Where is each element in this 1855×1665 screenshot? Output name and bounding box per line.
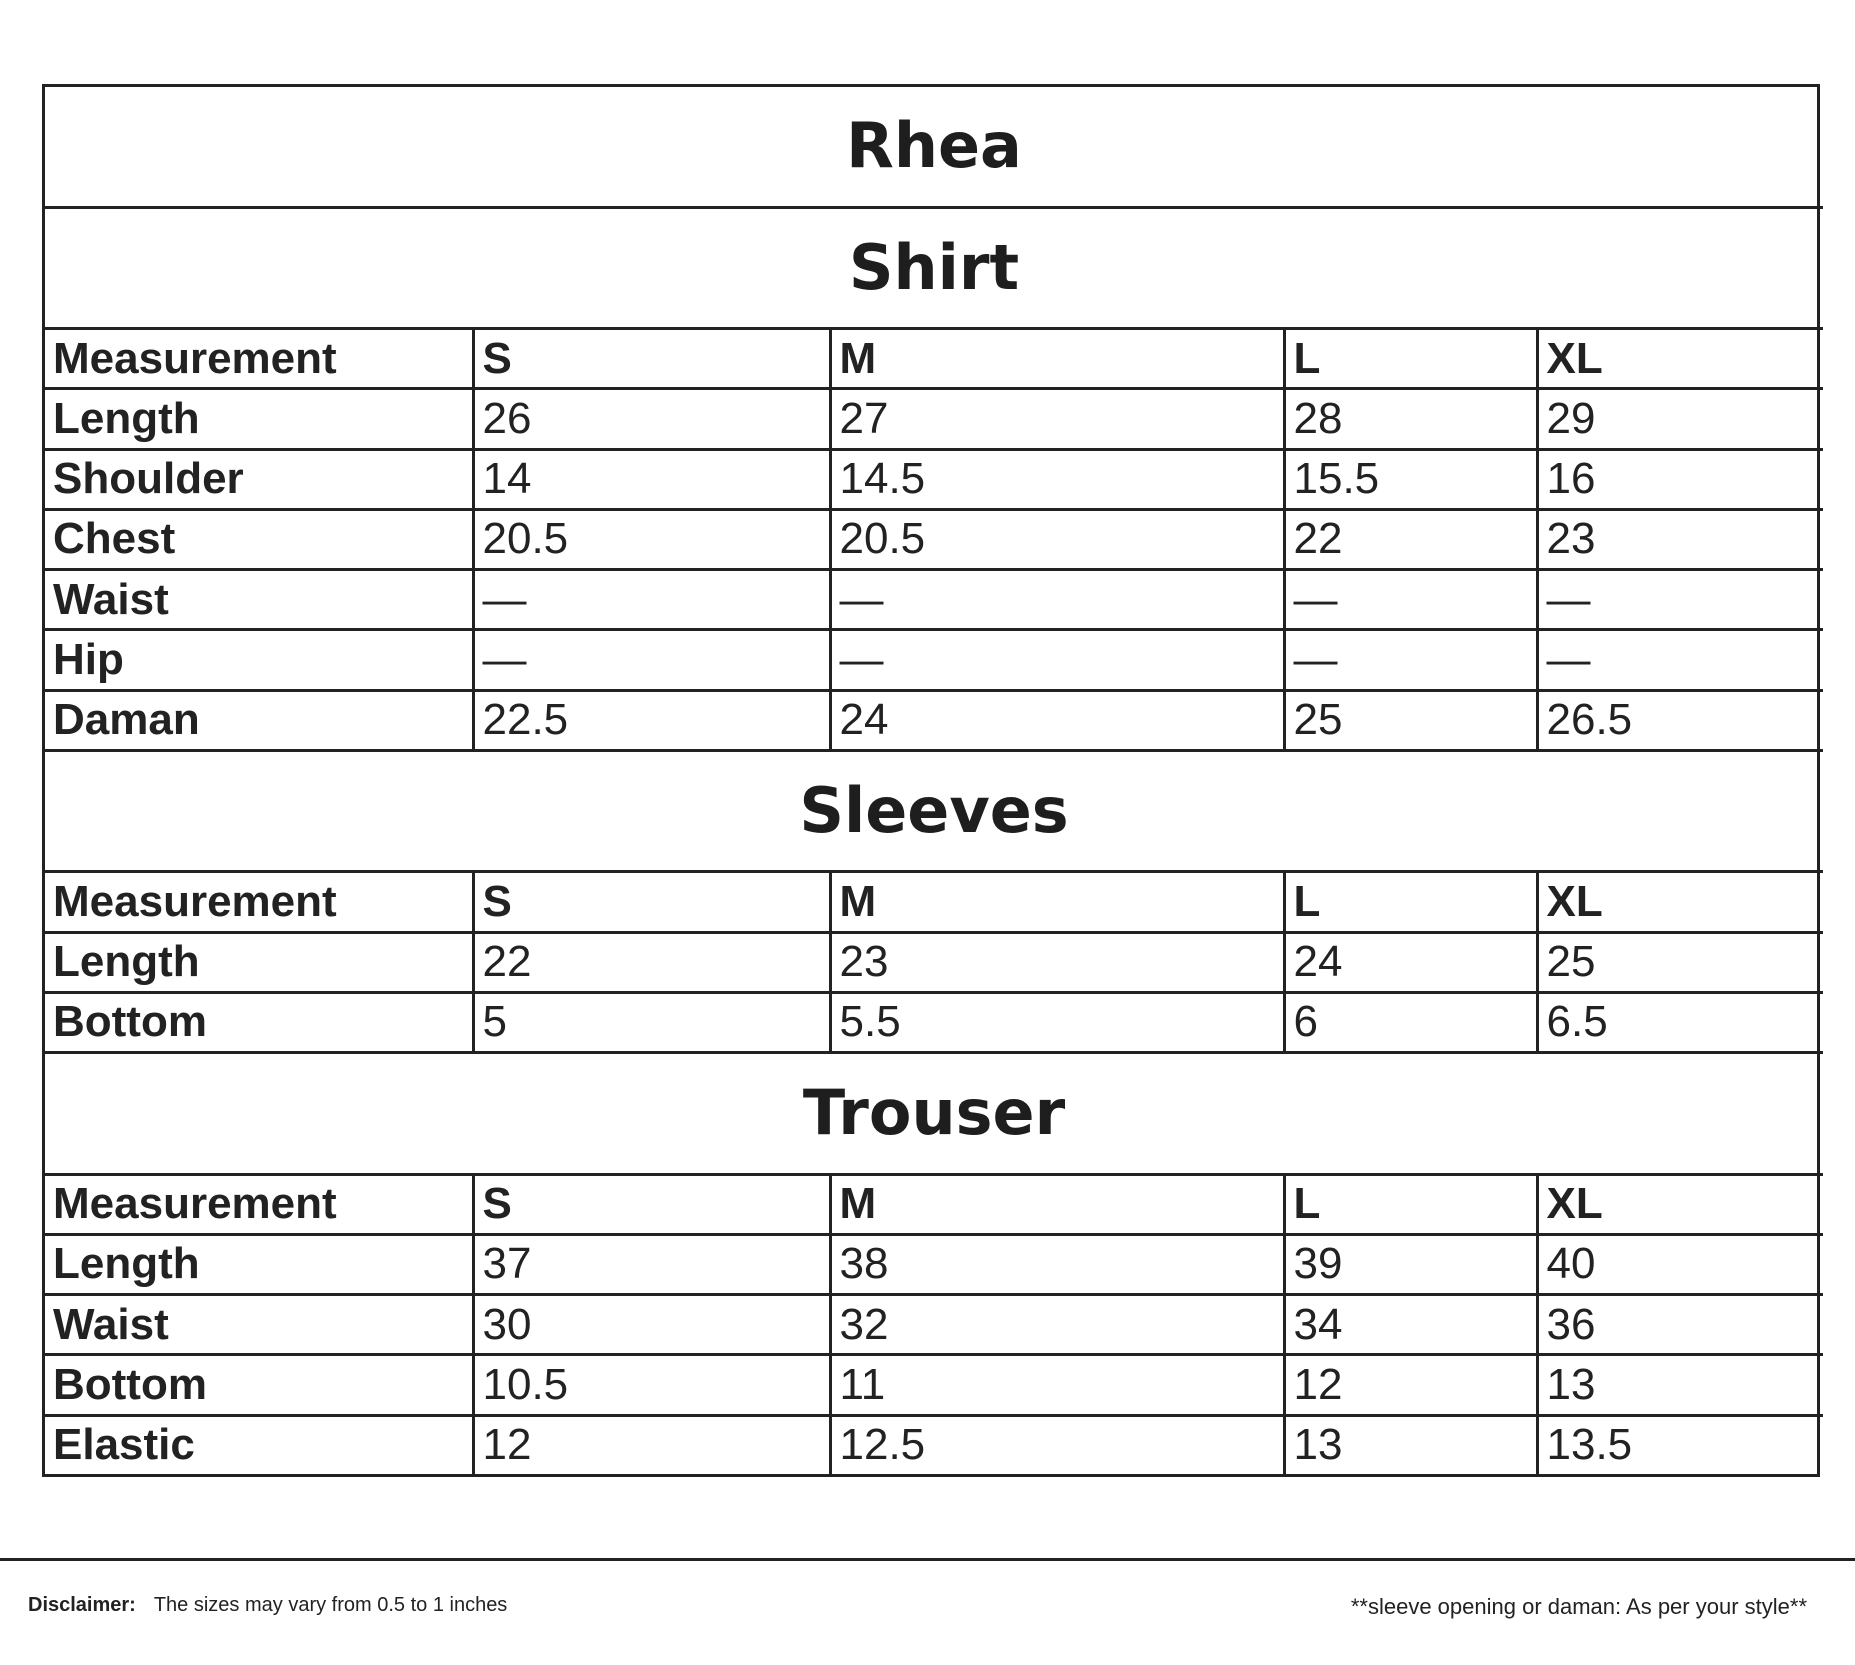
shirt-section-row bbox=[45, 207, 1823, 329]
disclaimer-text: The sizes may vary from 0.5 to 1 inches bbox=[153, 1594, 508, 1616]
table-cell: 37 bbox=[473, 1234, 830, 1294]
table-cell: 10.5 bbox=[473, 1355, 830, 1415]
table-cell: 13 bbox=[1537, 1355, 1823, 1415]
column-header-size: XL bbox=[1537, 1174, 1823, 1234]
column-header-size: M bbox=[830, 329, 1284, 389]
column-header-size: S bbox=[473, 1174, 830, 1234]
trouser-header-row bbox=[45, 1174, 1823, 1234]
table-row bbox=[45, 932, 1823, 992]
table-row bbox=[45, 1234, 1823, 1294]
table-cell: 22 bbox=[1284, 509, 1537, 569]
size-chart bbox=[42, 84, 1820, 1477]
row-label: Waist bbox=[45, 1295, 473, 1355]
row-label: Length bbox=[45, 1234, 473, 1294]
style-note: **sleeve opening or daman: As per your style** bbox=[1350, 1594, 1807, 1619]
table-cell: 30 bbox=[473, 1295, 830, 1355]
table-cell: 11 bbox=[830, 1355, 1284, 1415]
row-label: Hip bbox=[45, 630, 473, 690]
column-header-size: L bbox=[1284, 329, 1537, 389]
page-title: Rhea bbox=[45, 87, 1823, 207]
table-cell: 27 bbox=[830, 389, 1284, 449]
row-label: Elastic bbox=[45, 1415, 473, 1474]
table-row bbox=[45, 1355, 1823, 1415]
table-row bbox=[45, 509, 1823, 569]
table-cell: — bbox=[1284, 570, 1537, 630]
table-cell: 14.5 bbox=[830, 449, 1284, 509]
table-cell: 23 bbox=[830, 932, 1284, 992]
table-cell: 26 bbox=[473, 389, 830, 449]
table-row bbox=[45, 690, 1823, 750]
table-cell: 12 bbox=[473, 1415, 830, 1474]
row-label: Shoulder bbox=[45, 449, 473, 509]
column-header-size: S bbox=[473, 329, 830, 389]
row-label: Waist bbox=[45, 570, 473, 630]
column-header-measurement: Measurement bbox=[45, 329, 473, 389]
table-row bbox=[45, 1295, 1823, 1355]
table-cell: 36 bbox=[1537, 1295, 1823, 1355]
table-row bbox=[45, 1415, 1823, 1474]
size-table bbox=[45, 87, 1823, 1474]
column-header-size: S bbox=[473, 872, 830, 932]
table-cell: 16 bbox=[1537, 449, 1823, 509]
table-cell: 26.5 bbox=[1537, 690, 1823, 750]
table-cell: 15.5 bbox=[1284, 449, 1537, 509]
table-cell: 20.5 bbox=[830, 509, 1284, 569]
table-cell: 39 bbox=[1284, 1234, 1537, 1294]
table-row bbox=[45, 630, 1823, 690]
sleeves-section-heading: Sleeves bbox=[45, 750, 1823, 872]
footer-divider bbox=[0, 1558, 1855, 1561]
table-cell: 5 bbox=[473, 992, 830, 1052]
table-cell: — bbox=[830, 630, 1284, 690]
table-cell: 12 bbox=[1284, 1355, 1537, 1415]
row-label: Bottom bbox=[45, 992, 473, 1052]
table-cell: 12.5 bbox=[830, 1415, 1284, 1474]
table-cell: — bbox=[473, 570, 830, 630]
column-header-size: M bbox=[830, 872, 1284, 932]
table-cell: 14 bbox=[473, 449, 830, 509]
table-cell: 40 bbox=[1537, 1234, 1823, 1294]
table-cell: 6 bbox=[1284, 992, 1537, 1052]
disclaimer bbox=[28, 1594, 507, 1617]
table-cell: 38 bbox=[830, 1234, 1284, 1294]
column-header-measurement: Measurement bbox=[45, 1174, 473, 1234]
table-cell: 23 bbox=[1537, 509, 1823, 569]
table-cell: 22.5 bbox=[473, 690, 830, 750]
disclaimer-label: Disclaimer: bbox=[28, 1594, 136, 1616]
table-cell: — bbox=[473, 630, 830, 690]
row-label: Length bbox=[45, 389, 473, 449]
row-label: Daman bbox=[45, 690, 473, 750]
row-label: Length bbox=[45, 932, 473, 992]
trouser-section-row bbox=[45, 1053, 1823, 1175]
table-cell: 13.5 bbox=[1537, 1415, 1823, 1474]
row-label: Chest bbox=[45, 509, 473, 569]
table-cell: 25 bbox=[1537, 932, 1823, 992]
table-cell: — bbox=[1284, 630, 1537, 690]
table-row bbox=[45, 449, 1823, 509]
table-row bbox=[45, 992, 1823, 1052]
table-cell: — bbox=[1537, 570, 1823, 630]
table-cell: 29 bbox=[1537, 389, 1823, 449]
table-row bbox=[45, 389, 1823, 449]
shirt-section-heading: Shirt bbox=[45, 207, 1823, 329]
table-cell: 24 bbox=[1284, 932, 1537, 992]
shirt-header-row bbox=[45, 329, 1823, 389]
row-label: Bottom bbox=[45, 1355, 473, 1415]
table-cell: 5.5 bbox=[830, 992, 1284, 1052]
table-cell: 32 bbox=[830, 1295, 1284, 1355]
table-cell: 24 bbox=[830, 690, 1284, 750]
column-header-size: L bbox=[1284, 872, 1537, 932]
sleeves-header-row bbox=[45, 872, 1823, 932]
table-cell: 28 bbox=[1284, 389, 1537, 449]
column-header-size: L bbox=[1284, 1174, 1537, 1234]
column-header-size: M bbox=[830, 1174, 1284, 1234]
trouser-section-heading: Trouser bbox=[45, 1053, 1823, 1175]
table-cell: 25 bbox=[1284, 690, 1537, 750]
table-cell: 20.5 bbox=[473, 509, 830, 569]
sleeves-section-row bbox=[45, 750, 1823, 872]
column-header-measurement: Measurement bbox=[45, 872, 473, 932]
column-header-size: XL bbox=[1537, 329, 1823, 389]
table-row bbox=[45, 570, 1823, 630]
table-cell: 34 bbox=[1284, 1295, 1537, 1355]
table-cell: 22 bbox=[473, 932, 830, 992]
table-cell: 13 bbox=[1284, 1415, 1537, 1474]
column-header-size: XL bbox=[1537, 872, 1823, 932]
title-row bbox=[45, 87, 1823, 207]
table-cell: 6.5 bbox=[1537, 992, 1823, 1052]
table-cell: — bbox=[830, 570, 1284, 630]
table-cell: — bbox=[1537, 630, 1823, 690]
